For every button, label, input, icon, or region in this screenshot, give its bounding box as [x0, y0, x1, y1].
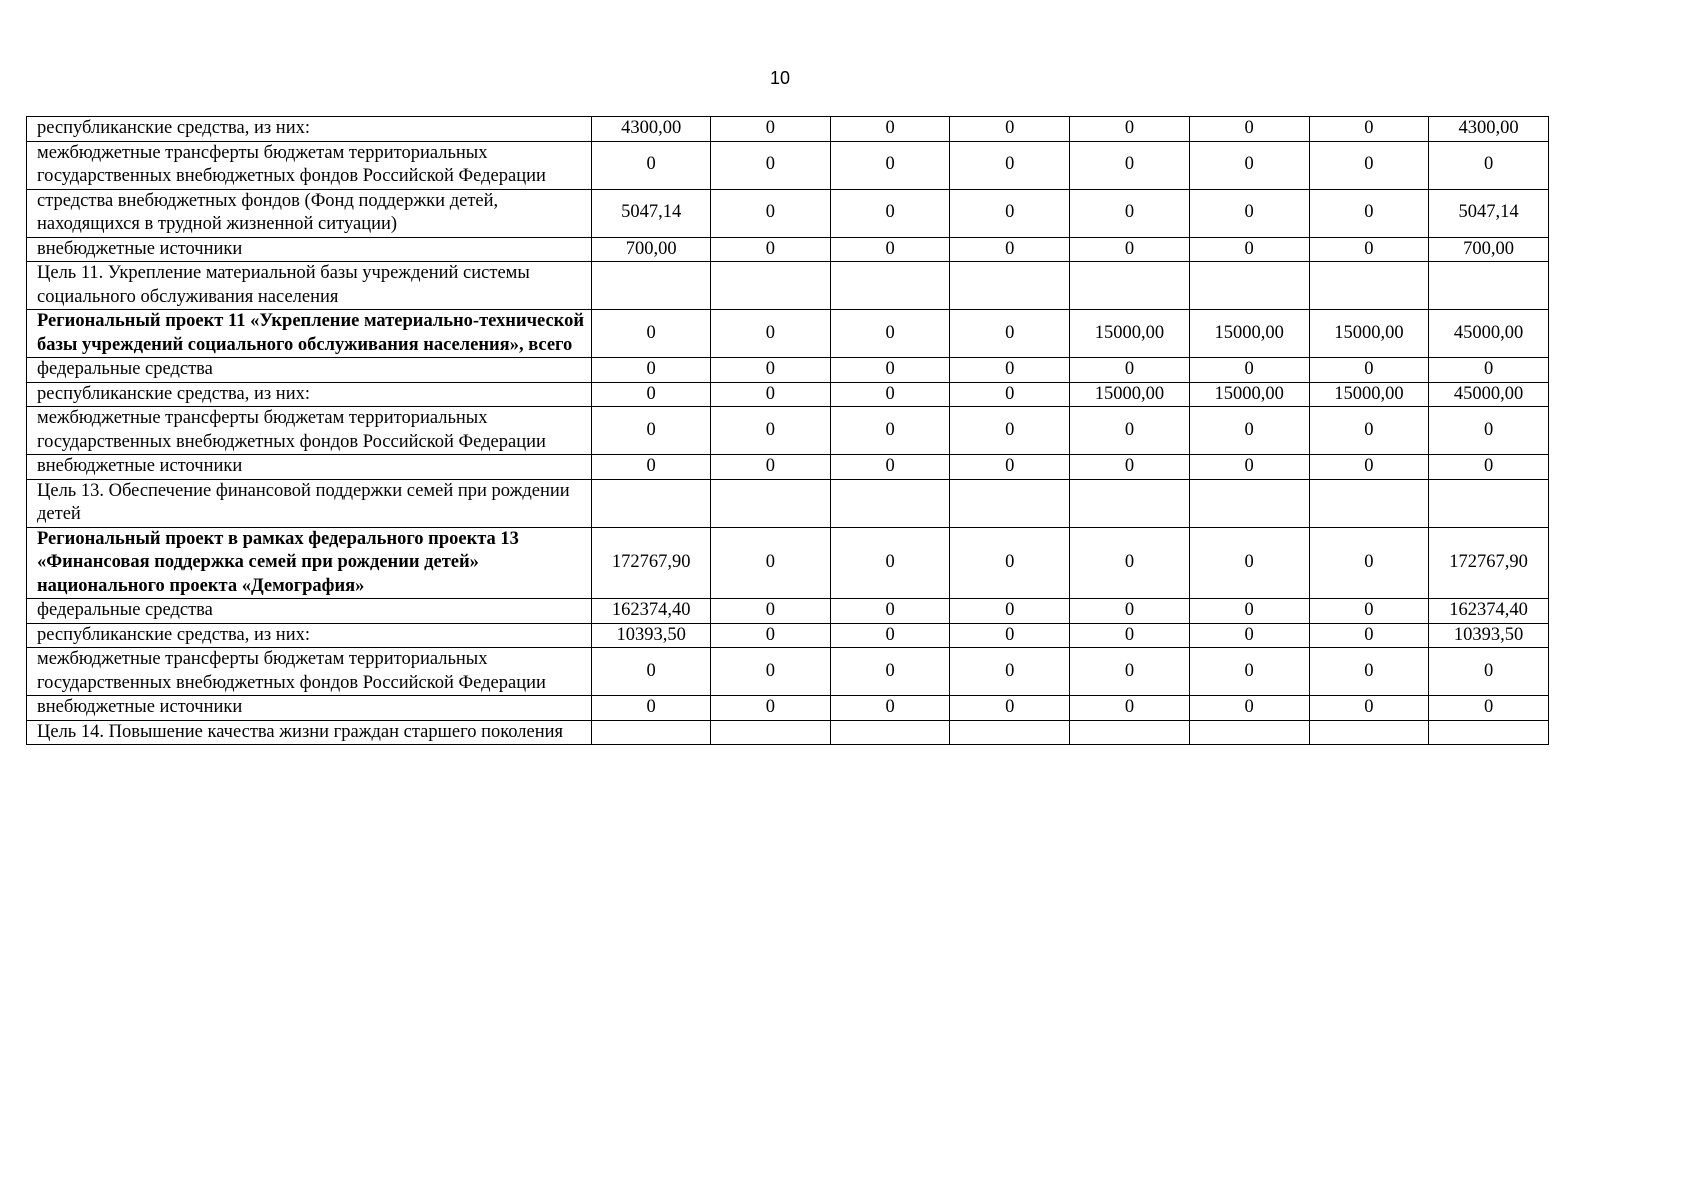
row-value: 700,00: [1429, 237, 1549, 262]
row-value: 0: [592, 455, 711, 480]
row-value: 4300,00: [1429, 117, 1549, 142]
row-value: 0: [711, 189, 831, 237]
row-value: 0: [1429, 648, 1549, 696]
row-value: 45000,00: [1429, 310, 1549, 358]
row-value: 0: [1309, 358, 1429, 383]
row-value: 0: [711, 455, 831, 480]
row-value: 0: [950, 141, 1070, 189]
row-value: 0: [1309, 623, 1429, 648]
row-value: 15000,00: [1070, 382, 1190, 407]
row-value: [1070, 479, 1190, 527]
row-value: 15000,00: [1070, 310, 1190, 358]
row-label: внебюджетные источники: [27, 455, 592, 480]
row-value: 0: [711, 358, 831, 383]
row-value: 0: [1429, 696, 1549, 721]
budget-table-body: [27, 117, 1549, 745]
row-value: [1309, 720, 1429, 745]
row-label: межбюджетные трансферты бюджетам территориальных государственных внебюджетных фондов Российской Федерации: [27, 648, 592, 696]
row-value: [592, 479, 711, 527]
row-value: 4300,00: [592, 117, 711, 142]
row-value: [1309, 262, 1429, 310]
table-row: [27, 310, 1549, 358]
row-value: 700,00: [592, 237, 711, 262]
row-value: 0: [711, 117, 831, 142]
row-value: 0: [830, 382, 950, 407]
row-value: 0: [950, 455, 1070, 480]
row-value: 0: [1070, 141, 1190, 189]
row-value: 0: [1309, 599, 1429, 624]
row-value: [1070, 720, 1190, 745]
row-value: 0: [1189, 648, 1309, 696]
row-label: внебюджетные источники: [27, 696, 592, 721]
table-row: [27, 117, 1549, 142]
row-value: 0: [592, 407, 711, 455]
row-value: 0: [1070, 599, 1190, 624]
row-label: федеральные средства: [27, 358, 592, 383]
row-value: 0: [711, 141, 831, 189]
row-value: 0: [950, 310, 1070, 358]
row-value: 0: [1070, 189, 1190, 237]
row-label: Цель 11. Укрепление материальной базы учреждений системы социального обслуживания населения: [27, 262, 592, 310]
row-value: 0: [1070, 623, 1190, 648]
row-value: 0: [1070, 117, 1190, 142]
row-label: Цель 14. Повышение качества жизни граждан старшего поколения: [27, 720, 592, 745]
row-value: 0: [830, 117, 950, 142]
row-value: [1429, 262, 1549, 310]
row-label: внебюджетные источники: [27, 237, 592, 262]
row-value: 0: [592, 696, 711, 721]
row-value: 0: [1189, 407, 1309, 455]
row-value: [1189, 479, 1309, 527]
row-value: 0: [592, 648, 711, 696]
row-value: [1070, 262, 1190, 310]
row-value: 0: [711, 527, 831, 599]
row-value: 0: [1189, 455, 1309, 480]
row-value: 0: [1070, 358, 1190, 383]
row-value: 5047,14: [592, 189, 711, 237]
row-value: 0: [950, 407, 1070, 455]
row-value: 0: [1070, 407, 1190, 455]
row-value: 0: [1189, 141, 1309, 189]
table-row: [27, 648, 1549, 696]
row-label: межбюджетные трансферты бюджетам территориальных государственных внебюджетных фондов Российской Федерации: [27, 407, 592, 455]
row-value: [1189, 720, 1309, 745]
row-value: [711, 720, 831, 745]
table-row: [27, 479, 1549, 527]
row-value: 0: [711, 310, 831, 358]
row-value: 0: [711, 382, 831, 407]
row-value: [592, 262, 711, 310]
row-label: республиканские средства, из них:: [27, 623, 592, 648]
row-value: 0: [1309, 237, 1429, 262]
row-value: 0: [592, 310, 711, 358]
row-value: 162374,40: [1429, 599, 1549, 624]
row-value: 0: [830, 237, 950, 262]
row-value: [1189, 262, 1309, 310]
row-value: [592, 720, 711, 745]
row-value: 0: [1309, 527, 1429, 599]
row-value: 0: [1070, 696, 1190, 721]
table-row: [27, 141, 1549, 189]
row-value: 15000,00: [1189, 382, 1309, 407]
row-value: 0: [950, 648, 1070, 696]
row-value: 10393,50: [592, 623, 711, 648]
row-value: [711, 262, 831, 310]
row-label: федеральные средства: [27, 599, 592, 624]
row-value: [1429, 479, 1549, 527]
row-value: 0: [592, 358, 711, 383]
row-value: 0: [1189, 237, 1309, 262]
row-value: 0: [1189, 527, 1309, 599]
row-value: 10393,50: [1429, 623, 1549, 648]
table-row: [27, 455, 1549, 480]
row-value: 0: [1429, 358, 1549, 383]
row-value: 0: [830, 455, 950, 480]
row-value: 0: [1189, 696, 1309, 721]
row-value: 0: [950, 696, 1070, 721]
row-value: 0: [1070, 237, 1190, 262]
row-value: 15000,00: [1189, 310, 1309, 358]
row-value: 0: [830, 623, 950, 648]
row-value: 0: [1309, 696, 1429, 721]
row-value: [1429, 720, 1549, 745]
row-value: [950, 262, 1070, 310]
table-row: [27, 237, 1549, 262]
row-value: 0: [830, 189, 950, 237]
row-value: 5047,14: [1429, 189, 1549, 237]
table-row: [27, 262, 1549, 310]
row-value: 0: [711, 407, 831, 455]
row-label: Цель 13. Обеспечение финансовой поддержки семей при рождении детей: [27, 479, 592, 527]
row-value: 0: [711, 623, 831, 648]
row-value: 0: [950, 599, 1070, 624]
row-label: Региональный проект 11 «Укрепление материально-технической базы учреждений социального обслуживания населения», всего: [27, 310, 592, 358]
row-value: 0: [830, 358, 950, 383]
budget-table: [26, 116, 1549, 745]
table-row: [27, 189, 1549, 237]
row-value: [711, 479, 831, 527]
row-label: Региональный проект в рамках федерального проекта 13 «Финансовая поддержка семей при рождении детей» национального проекта «Демография»: [27, 527, 592, 599]
row-value: [1309, 479, 1429, 527]
row-value: 15000,00: [1309, 382, 1429, 407]
row-value: 0: [950, 117, 1070, 142]
row-label: республиканские средства, из них:: [27, 382, 592, 407]
row-value: 172767,90: [1429, 527, 1549, 599]
row-label: стредства внебюджетных фондов (Фонд поддержки детей, находящихся в трудной жизненной ситуации): [27, 189, 592, 237]
row-value: 0: [950, 358, 1070, 383]
row-value: 162374,40: [592, 599, 711, 624]
row-value: [830, 720, 950, 745]
row-value: 172767,90: [592, 527, 711, 599]
row-value: 0: [830, 141, 950, 189]
row-value: [830, 262, 950, 310]
row-label: республиканские средства, из них:: [27, 117, 592, 142]
row-value: [830, 479, 950, 527]
row-value: 0: [830, 648, 950, 696]
table-row: [27, 599, 1549, 624]
table-row: [27, 527, 1549, 599]
row-value: 0: [1309, 117, 1429, 142]
table-row: [27, 407, 1549, 455]
row-value: 0: [711, 599, 831, 624]
table-row: [27, 720, 1549, 745]
row-value: 0: [1309, 189, 1429, 237]
row-value: 0: [830, 310, 950, 358]
row-value: 0: [1070, 648, 1190, 696]
row-value: 0: [950, 237, 1070, 262]
row-value: 0: [1309, 455, 1429, 480]
page-number: 10: [769, 68, 791, 88]
row-value: 0: [1309, 648, 1429, 696]
table-row: [27, 382, 1549, 407]
row-value: 0: [950, 527, 1070, 599]
row-value: 0: [830, 527, 950, 599]
row-label: межбюджетные трансферты бюджетам территориальных государственных внебюджетных фондов Российской Федерации: [27, 141, 592, 189]
row-value: 0: [1189, 623, 1309, 648]
row-value: 0: [830, 407, 950, 455]
row-value: 0: [1429, 455, 1549, 480]
row-value: 0: [1189, 358, 1309, 383]
row-value: 45000,00: [1429, 382, 1549, 407]
row-value: 0: [592, 382, 711, 407]
row-value: 0: [592, 141, 711, 189]
row-value: 0: [1429, 407, 1549, 455]
row-value: 0: [1189, 189, 1309, 237]
row-value: 0: [950, 382, 1070, 407]
row-value: 0: [1309, 141, 1429, 189]
row-value: 0: [1070, 455, 1190, 480]
row-value: [950, 479, 1070, 527]
row-value: 0: [1309, 407, 1429, 455]
row-value: 0: [711, 696, 831, 721]
row-value: 0: [950, 623, 1070, 648]
row-value: 0: [1189, 599, 1309, 624]
table-row: [27, 623, 1549, 648]
table-row: [27, 696, 1549, 721]
row-value: 0: [830, 696, 950, 721]
row-value: 0: [1189, 117, 1309, 142]
row-value: 0: [1070, 527, 1190, 599]
table-row: [27, 358, 1549, 383]
row-value: [950, 720, 1070, 745]
row-value: 0: [830, 599, 950, 624]
row-value: 0: [711, 237, 831, 262]
row-value: 0: [950, 189, 1070, 237]
row-value: 0: [711, 648, 831, 696]
row-value: 15000,00: [1309, 310, 1429, 358]
row-value: 0: [1429, 141, 1549, 189]
